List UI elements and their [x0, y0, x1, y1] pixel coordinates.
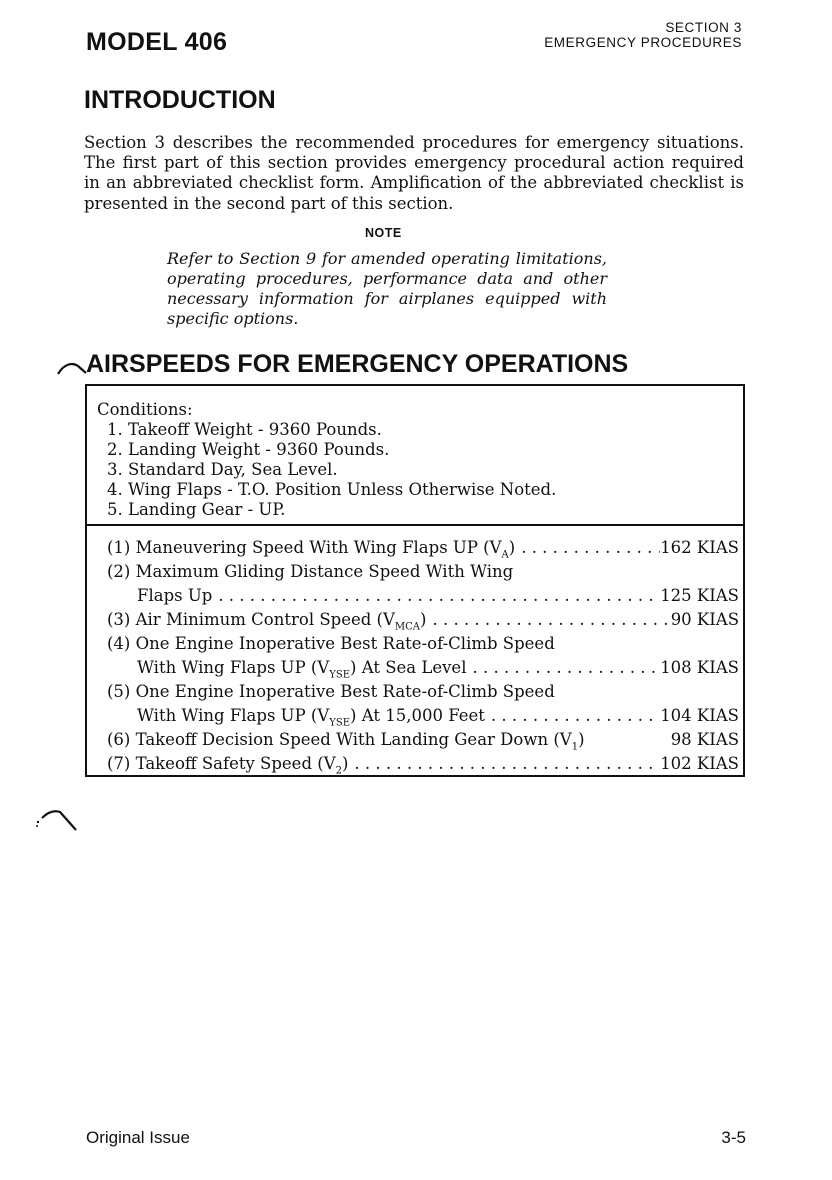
section-number: SECTION 3 [665, 20, 742, 35]
speed-row [107, 608, 739, 632]
speed-label: With Wing Flaps UP $(V_{YSE})$ At Sea Level [137, 658, 467, 681]
condition-item: 5. Landing Gear - UP. [107, 500, 286, 519]
speed-row-first-line: (4) One Engine Inoperative Best Rate-of-Climb Speed [107, 634, 555, 653]
speed-row [107, 752, 739, 776]
note-text: Refer to Section 9 for amended operating limitations, operating procedures, performance data and other necessary information for airplanes equipped with specific options. [167, 249, 607, 328]
dot-leader [348, 752, 660, 776]
footer-issue: Original Issue [86, 1128, 190, 1147]
section-header [544, 20, 742, 50]
speed-label: (3) Air Minimum Control Speed $(V_{MCA})$ [107, 610, 427, 633]
speed-list [107, 536, 739, 776]
revision-mark-icon [34, 808, 80, 834]
introduction-paragraph: Section 3 describes the recommended procedures for emergency situations. The first part of this section provides emergency procedural action required in an abbreviated checklist form. Amplification of the abbreviated checklist is presented in the second part of this section. [84, 133, 744, 213]
dot-leader [426, 608, 670, 632]
speed-value: 102 KIAS [660, 754, 739, 773]
speed-row [107, 536, 739, 560]
dot-leader [485, 704, 660, 728]
speed-label: (6) Takeoff Decision Speed With Landing Gear Down $(V_1)$ [107, 730, 585, 753]
airspeeds-table [85, 384, 745, 777]
condition-item: 1. Takeoff Weight - 9360 Pounds. [107, 420, 382, 439]
speed-value: 125 KIAS [660, 586, 739, 605]
speed-row [107, 584, 739, 608]
speed-label: (1) Maneuvering Speed With Wing Flaps UP $(V_A)$ [107, 538, 516, 561]
speed-row-first-line: (2) Maximum Gliding Distance Speed With Wing [107, 562, 514, 581]
condition-item: 4. Wing Flaps - T.O. Position Unless Otherwise Noted. [107, 480, 557, 499]
speed-value: 98 KIAS [670, 730, 739, 749]
note-label: NOTE [365, 226, 402, 240]
conditions-list [97, 420, 556, 520]
speed-value: 104 KIAS [660, 706, 739, 725]
speed-row [107, 728, 739, 752]
speed-row [107, 656, 739, 680]
model-title: MODEL 406 [86, 28, 228, 56]
speed-label: With Wing Flaps UP $(V_{YSE})$ At 15,000 Feet [137, 706, 485, 729]
dot-leader [212, 584, 660, 608]
revision-mark-icon [56, 358, 88, 378]
page-number: 3-5 [721, 1128, 746, 1147]
conditions-title: Conditions: [97, 400, 193, 419]
section-title: EMERGENCY PROCEDURES [544, 35, 742, 50]
condition-item: 3. Standard Day, Sea Level. [107, 460, 338, 479]
speed-row [107, 704, 739, 728]
condition-item: 2. Landing Weight - 9360 Pounds. [107, 440, 390, 459]
speed-value: 90 KIAS [670, 610, 739, 629]
dot-leader [466, 656, 660, 680]
speed-label: Flaps Up [137, 586, 213, 605]
speed-value: 108 KIAS [660, 658, 739, 677]
airspeeds-heading: AIRSPEEDS FOR EMERGENCY OPERATIONS [86, 350, 629, 378]
introduction-heading: INTRODUCTION [84, 86, 276, 114]
speed-row-first-line: (5) One Engine Inoperative Best Rate-of-Climb Speed [107, 682, 555, 701]
conditions-block [97, 400, 556, 520]
dot-leader [515, 536, 660, 560]
table-divider [87, 524, 743, 526]
speed-label: (7) Takeoff Safety Speed $(V_2)$ [107, 754, 349, 777]
speed-value: 162 KIAS [660, 538, 739, 557]
